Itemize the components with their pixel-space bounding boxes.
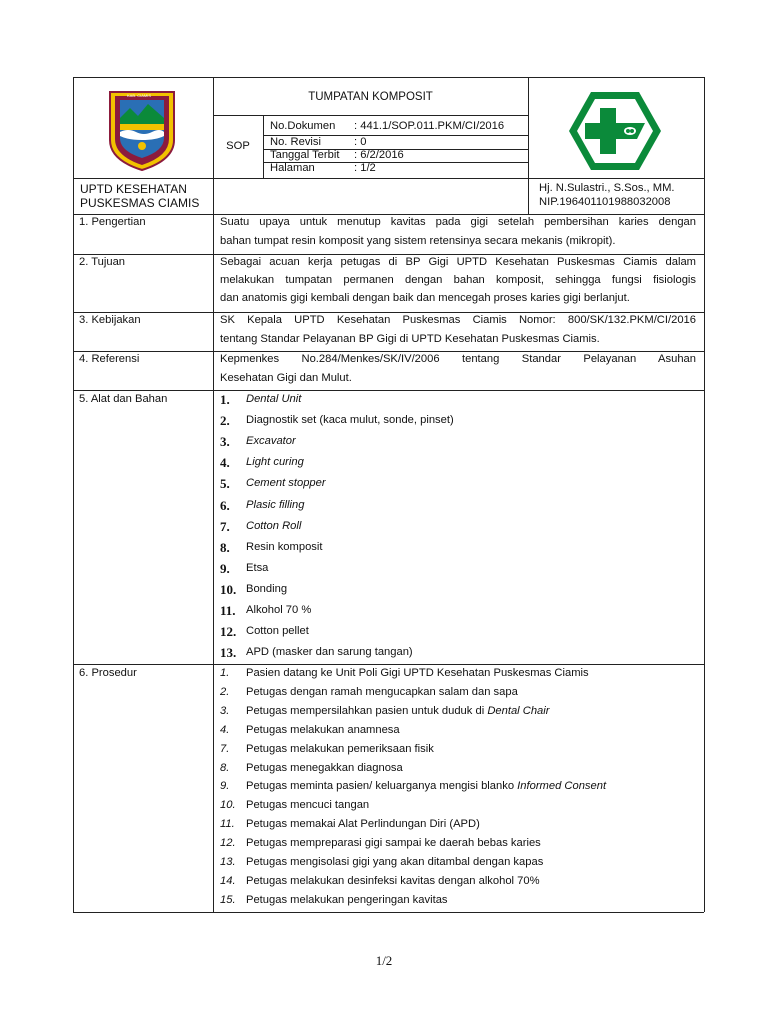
row-divider: [73, 351, 704, 352]
prosedur-step-number: 13.: [220, 856, 236, 868]
prosedur-step: [246, 667, 589, 679]
logo-column-divider: [528, 77, 529, 214]
docfield-label: No. Revisi: [270, 136, 321, 148]
signer-nip: NIP.196401101988032008: [539, 196, 671, 208]
prosedur-step-emphasis: Dental Chair: [487, 705, 550, 717]
prosedur-step-text: Petugas mempreparasi gigi sampai ke daerah bebas karies: [246, 837, 541, 849]
prosedur-step: [246, 837, 541, 849]
alat-item-number: 8.: [220, 540, 230, 555]
alat-item-text: Etsa: [246, 562, 269, 574]
section-label-kebijakan: 3. Kebijakan: [79, 314, 141, 326]
section-label-pengertian: 1. Pengertian: [79, 216, 146, 228]
alat-item-number: 6.: [220, 498, 230, 513]
alat-item-text: Excavator: [246, 435, 296, 447]
kebijakan-line: SK Kepala UPTD Kesehatan Puskesmas Ciamis Nomor: 800/SK/132.PKM/CI/2016: [220, 314, 696, 326]
prosedur-step-text: Petugas dengan ramah mengucapkan salam dan sapa: [246, 686, 518, 698]
prosedur-step-emphasis: Informed Consent: [517, 780, 607, 792]
alat-item-number: 3.: [220, 434, 230, 449]
docfield-value: : 0: [354, 136, 367, 148]
alat-item-text: Cotton Roll: [246, 520, 302, 532]
alat-item-number: 12.: [220, 624, 237, 639]
alat-item-text: Light curing: [246, 456, 304, 468]
prosedur-step: [246, 762, 403, 774]
docfield-label: No.Dokumen: [270, 120, 336, 132]
table-top-border: [73, 77, 704, 78]
header-title-divider: [213, 115, 528, 116]
alat-item-number: 9.: [220, 561, 230, 576]
prosedur-step: [246, 780, 606, 792]
alat-item-number: 13.: [220, 645, 237, 660]
pengertian-line: Suatu upaya untuk menutup kavitas pada gigi setelah pembersihan karies dengan: [220, 216, 696, 228]
row-divider: [73, 664, 704, 665]
prosedur-step: [246, 686, 518, 698]
prosedur-step: [246, 875, 540, 887]
alat-item-text: Cotton pellet: [246, 625, 309, 637]
section-label-tujuan: 2. Tujuan: [79, 256, 126, 268]
prosedur-step-number: 1.: [220, 667, 230, 679]
prosedur-step: [246, 705, 550, 717]
referensi-line: Kepmenkes No.284/Menkes/SK/IV/2006 tentang Standar Pelayanan Asuhan: [220, 353, 696, 365]
sop-label: SOP: [226, 140, 250, 152]
tujuan-line: Sebagai acuan kerja petugas di BP Gigi UPTD Kesehatan Puskesmas Ciamis dalam: [220, 256, 696, 268]
docfield-value: : 441.1/SOP.011.PKM/CI/2016: [354, 120, 505, 132]
row-divider: [73, 390, 704, 391]
prosedur-step-number: 8.: [220, 762, 230, 774]
prosedur-step-text: Petugas mempersilahkan pasien untuk duduk di: [246, 705, 488, 717]
prosedur-step-number: 4.: [220, 724, 230, 736]
label-column-divider: [213, 77, 214, 912]
alat-item-text: Plasic filling: [246, 499, 305, 511]
tujuan-line: dan anatomis gigi kembali dengan baik dan mencegah proses karies gigi berlanjut.: [220, 292, 630, 304]
alat-item-number: 5.: [220, 476, 230, 491]
alat-item-number: 7.: [220, 519, 230, 534]
prosedur-step-number: 9.: [220, 780, 230, 792]
kebijakan-line: tentang Standar Pelayanan BP Gigi di UPTD Kesehatan Puskesmas Ciamis.: [220, 333, 600, 345]
alat-item-number: 11.: [220, 603, 236, 618]
table-left-border: [73, 77, 74, 912]
row-divider: [73, 312, 704, 313]
table-bottom-border: [73, 912, 704, 913]
docfield-value: : 6/2/2016: [354, 149, 404, 161]
signer-name: Hj. N.Sulastri., S.Sos., MM.: [539, 182, 675, 194]
prosedur-step-number: 14.: [220, 875, 236, 887]
prosedur-step-number: 7.: [220, 743, 230, 755]
alat-item-number: 2.: [220, 413, 230, 428]
table-right-border: [704, 77, 705, 912]
alat-item-number: 10.: [220, 582, 237, 597]
header-logo-row-bottom: [73, 178, 704, 179]
prosedur-step-number: 3.: [220, 705, 230, 717]
prosedur-step-text: Petugas melakukan pengeringan kavitas: [246, 894, 448, 906]
prosedur-step-number: 10.: [220, 799, 236, 811]
org-name-line2: PUSKESMAS CIAMIS: [80, 196, 200, 210]
prosedur-step: [246, 818, 480, 830]
prosedur-step-text: Petugas mengisolasi gigi yang akan ditambal dengan kapas: [246, 856, 544, 868]
prosedur-step-text: Pasien datang ke Unit Poli Gigi UPTD Kesehatan Puskesmas Ciamis: [246, 667, 589, 679]
crest-motto-top: KAB. CIAMIS: [127, 93, 152, 98]
referensi-line: Kesehatan Gigi dan Mulut.: [220, 372, 352, 384]
org-name-line1: UPTD KESEHATAN: [80, 182, 187, 196]
prosedur-step-text: Petugas memakai Alat Perlindungan Diri (APD): [246, 818, 480, 830]
alat-item-number: 4.: [220, 455, 230, 470]
row-divider: [73, 254, 704, 255]
prosedur-step: [246, 856, 543, 868]
prosedur-step: [246, 743, 434, 755]
alat-item-text: Diagnostik set (kaca mulut, sonde, pinset): [246, 414, 454, 426]
alat-item-text: Alkohol 70 %: [246, 604, 312, 616]
sop-column-divider: [263, 115, 264, 178]
docfield-label: Halaman: [270, 162, 315, 174]
docfield-label: Tanggal Terbit: [270, 149, 340, 161]
header-bottom-border: [73, 214, 704, 215]
ciamis-crest-logo: [108, 88, 176, 172]
section-label-referensi: 4. Referensi: [79, 353, 140, 365]
sop-title: TUMPATAN KOMPOSIT: [308, 91, 433, 103]
pengertian-line: bahan tumpat resin komposit yang sistem retensinya secara mekanis (mikropit).: [220, 235, 616, 247]
section-label-prosedur: 6. Prosedur: [79, 667, 137, 679]
prosedur-step-text: Petugas meminta pasien/ keluarganya mengisi blanko: [246, 780, 518, 792]
puskesmas-logo: [567, 90, 663, 172]
alat-item-number: 1.: [220, 392, 230, 407]
section-label-alat: 5. Alat dan Bahan: [79, 393, 168, 405]
alat-item-text: Dental Unit: [246, 393, 302, 405]
prosedur-step-text: Petugas melakukan anamnesa: [246, 724, 400, 736]
alat-item-text: Cement stopper: [246, 477, 326, 489]
prosedur-step-number: 12.: [220, 837, 236, 849]
tujuan-line: melakukan tumpatan permanen dengan bahan komposit, sehingga fungsi fisiologis: [220, 274, 696, 286]
page-number: 1/2: [375, 953, 393, 968]
prosedur-step: [246, 799, 369, 811]
prosedur-step-number: 15.: [220, 894, 236, 906]
docfield-value: : 1/2: [354, 162, 376, 174]
prosedur-step-text: Petugas melakukan desinfeksi kavitas dengan alkohol 70%: [246, 875, 540, 887]
prosedur-step: [246, 894, 448, 906]
alat-item-text: Resin komposit: [246, 541, 323, 553]
prosedur-step-text: Petugas melakukan pemeriksaan fisik: [246, 743, 434, 755]
prosedur-step: [246, 724, 400, 736]
alat-item-text: Bonding: [246, 583, 288, 595]
prosedur-step-text: Petugas mencuci tangan: [246, 799, 370, 811]
prosedur-step-number: 11.: [220, 818, 235, 830]
alat-item-text: APD (masker dan sarung tangan): [246, 646, 413, 658]
prosedur-step-text: Petugas menegakkan diagnosa: [246, 762, 403, 774]
prosedur-step-number: 2.: [220, 686, 230, 698]
